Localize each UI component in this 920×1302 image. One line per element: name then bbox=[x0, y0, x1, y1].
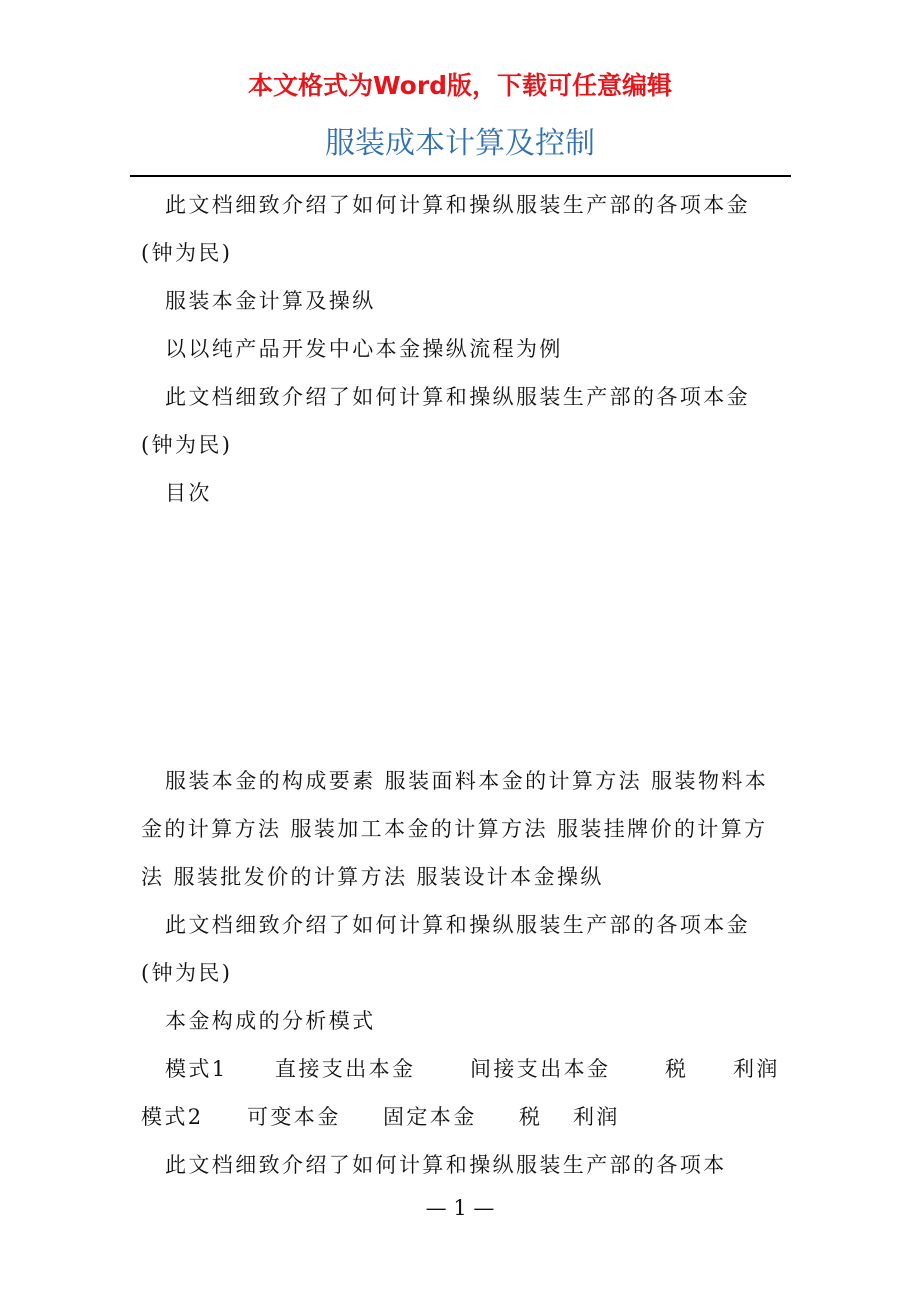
document-body bbox=[141, 181, 781, 1189]
mode-2-variable-cost: 可变本金 bbox=[247, 1105, 341, 1129]
mode-1-row bbox=[141, 1045, 781, 1093]
mode-2-tax: 税 bbox=[519, 1105, 543, 1129]
mode-2-label: 模式2 bbox=[141, 1105, 204, 1129]
mode-1-direct-cost: 直接支出本金 bbox=[275, 1057, 416, 1081]
mode-1-label: 模式1 bbox=[165, 1057, 228, 1081]
mode-1-indirect-cost: 间接支出本金 bbox=[470, 1057, 611, 1081]
document-title: 服装成本计算及控制 bbox=[325, 126, 595, 161]
mode-2-profit: 利润 bbox=[573, 1105, 620, 1129]
intro-paragraph-repeat-2: 此文档细致介绍了如何计算和操纵服装生产部的各项本金(钟为民) bbox=[141, 913, 750, 985]
mode-2-row bbox=[141, 1093, 781, 1141]
mode-1-profit: 利润 bbox=[733, 1057, 780, 1081]
title-divider bbox=[130, 175, 791, 177]
analysis-mode-heading: 本金构成的分析模式 bbox=[165, 1009, 376, 1033]
example-paragraph: 以以纯产品开发中心本金操纵流程为例 bbox=[165, 337, 563, 361]
intro-paragraph-repeat: 此文档细致介绍了如何计算和操纵服装生产部的各项本金(钟为民) bbox=[141, 385, 750, 457]
toc-heading: 目次 bbox=[165, 481, 212, 505]
page-number: — 1 — bbox=[425, 1196, 495, 1220]
mode-1-tax: 税 bbox=[665, 1057, 689, 1081]
toc-entries: 服装本金的构成要素 服装面料本金的计算方法 服装物料本金的计算方法 服装加工本金的计算方法 服装挂牌价的计算方法 服装批发价的计算方法 服装设计本金操纵 bbox=[141, 769, 769, 889]
intro-paragraph: 此文档细致介绍了如何计算和操纵服装生产部的各项本金(钟为民) bbox=[141, 193, 750, 265]
mode-2-fixed-cost: 固定本金 bbox=[383, 1105, 477, 1129]
intro-paragraph-repeat-3: 此文档细致介绍了如何计算和操纵服装生产部的各项本 bbox=[165, 1153, 727, 1177]
section-heading-cost-calc: 服装本金计算及操纵 bbox=[165, 289, 376, 313]
blank-space bbox=[141, 517, 781, 757]
word-format-banner: 本文格式为Word版，下载可任意编辑 bbox=[247, 71, 673, 100]
